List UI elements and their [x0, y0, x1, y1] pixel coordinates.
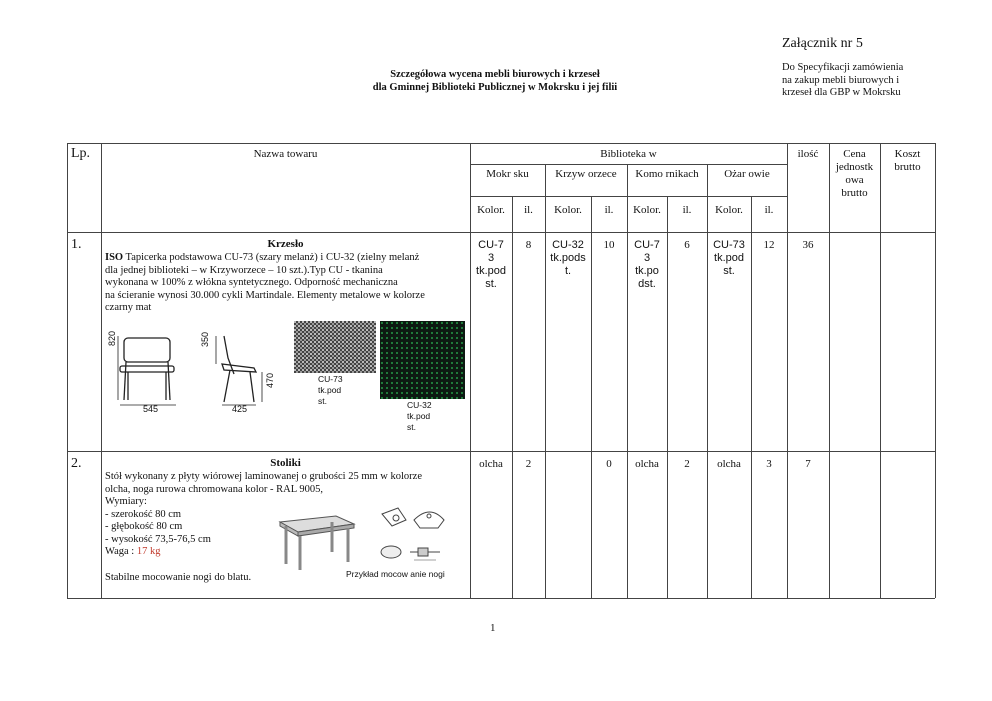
- cell-il: 3: [766, 458, 772, 470]
- cell-kolor: CU-73 tk.pod st.: [713, 239, 745, 277]
- header-il: il.: [604, 204, 614, 216]
- row-title: Stoliki: [270, 457, 301, 469]
- weight-value: 17 kg: [136, 546, 161, 557]
- cell-il: 8: [525, 239, 532, 251]
- header-ilosc: ilość: [797, 148, 819, 160]
- cell-kolor: olcha: [479, 458, 503, 470]
- dim-545: 545: [143, 404, 159, 414]
- cell-il: 6: [684, 239, 690, 251]
- cell-ilosc: 7: [805, 458, 811, 470]
- swatch-cu32-image: [380, 321, 465, 399]
- header-name: Nazwa towaru: [253, 148, 318, 160]
- cell-kolor: olcha: [635, 458, 659, 470]
- page-title: Szczegółowa wycena mebli biurowych i krzeseł dla Gminnej Biblioteki Publicznej w Mokrsku i jej filii: [372, 69, 618, 93]
- row-description: ISO Tapicerka podstawowa CU-73 (szary melanż) i CU-32 (zielny melanż dla jednej biblioteki – w Krzyworzece – 10 szt.).Typ CU - tkanina wykonana w 100% z włókna syntetycznego. Odporność mechaniczna na ścieranie wynosi 30.000 cykli Martindale. Elementy metalowe w kolorze czarny mat: [105, 252, 425, 313]
- cell-kolor: olcha: [717, 458, 741, 470]
- row-lp: 2.: [71, 456, 82, 471]
- annex-label: Załącznik nr 5: [782, 36, 863, 51]
- mount-detail-drawing: [378, 502, 458, 564]
- header-lp: Lp.: [71, 146, 91, 161]
- cell-il: 10: [603, 239, 615, 251]
- header-library-1: Mokr sku: [486, 168, 529, 180]
- mount-note: Stabilne mocowanie nogi do blatu.: [105, 572, 252, 583]
- header-kolor: Kolor.: [633, 204, 661, 216]
- header-library-2: Krzyw orzece: [555, 168, 617, 180]
- table-drawing: [276, 510, 356, 572]
- header-il: il.: [524, 204, 533, 216]
- header-library-4: Ożar owie: [724, 168, 770, 180]
- cell-ilosc: 36: [802, 239, 814, 251]
- dim-425: 425: [232, 404, 248, 414]
- swatch-cu73-label: CU-73 tk.pod st.: [318, 374, 343, 406]
- header-kolor: Kolor.: [477, 204, 505, 216]
- dim-350: 350: [200, 331, 210, 347]
- cell-il: 0: [606, 458, 612, 470]
- cell-il: 2: [525, 458, 532, 470]
- header-kolor: Kolor.: [715, 204, 743, 216]
- cell-kolor: CU-32 tk.pods t.: [550, 239, 586, 277]
- header-unit-price: Cena jednostk owa brutto: [835, 148, 874, 199]
- row-lp: 1.: [71, 237, 82, 252]
- page-number: 1: [490, 622, 496, 634]
- row-description: Stół wykonany z płyty wiórowej laminowanej o grubości 25 mm w kolorze olcha, noga rurowa chromowana kolor - RAL 9005, Wymiary: - szerokość 80 cm - głębokość 80 cm - wysokość 73,5-76,5 cm Waga : 17 kg: [105, 471, 422, 557]
- row-title: Krzesło: [267, 238, 304, 250]
- swatch-cu32-label: CU-32 tk.pod st.: [407, 400, 432, 432]
- header-cost: Koszt brutto: [894, 148, 921, 173]
- header-library: Biblioteka w: [600, 148, 657, 160]
- header-il: il.: [764, 204, 774, 216]
- header-library-3: Komo rnikach: [635, 168, 699, 180]
- cell-kolor: CU-7 3 tk.pod st.: [476, 239, 506, 290]
- dim-470: 470: [265, 372, 275, 388]
- cell-il: 2: [684, 458, 690, 470]
- cell-kolor: CU-7 3 tk.po dst.: [634, 239, 660, 290]
- swatch-cu73-image: [294, 321, 376, 373]
- header-il: il.: [682, 204, 692, 216]
- header-kolor: Kolor.: [554, 204, 582, 216]
- dim-820: 820: [107, 330, 117, 346]
- mount-example-caption: Przykład mocow anie nogi: [346, 569, 445, 579]
- annex-note: Do Specyfikacji zamówienia na zakup mebli biurowych i krzeseł dla GBP w Mokrsku: [782, 62, 904, 98]
- cell-il: 12: [763, 239, 775, 251]
